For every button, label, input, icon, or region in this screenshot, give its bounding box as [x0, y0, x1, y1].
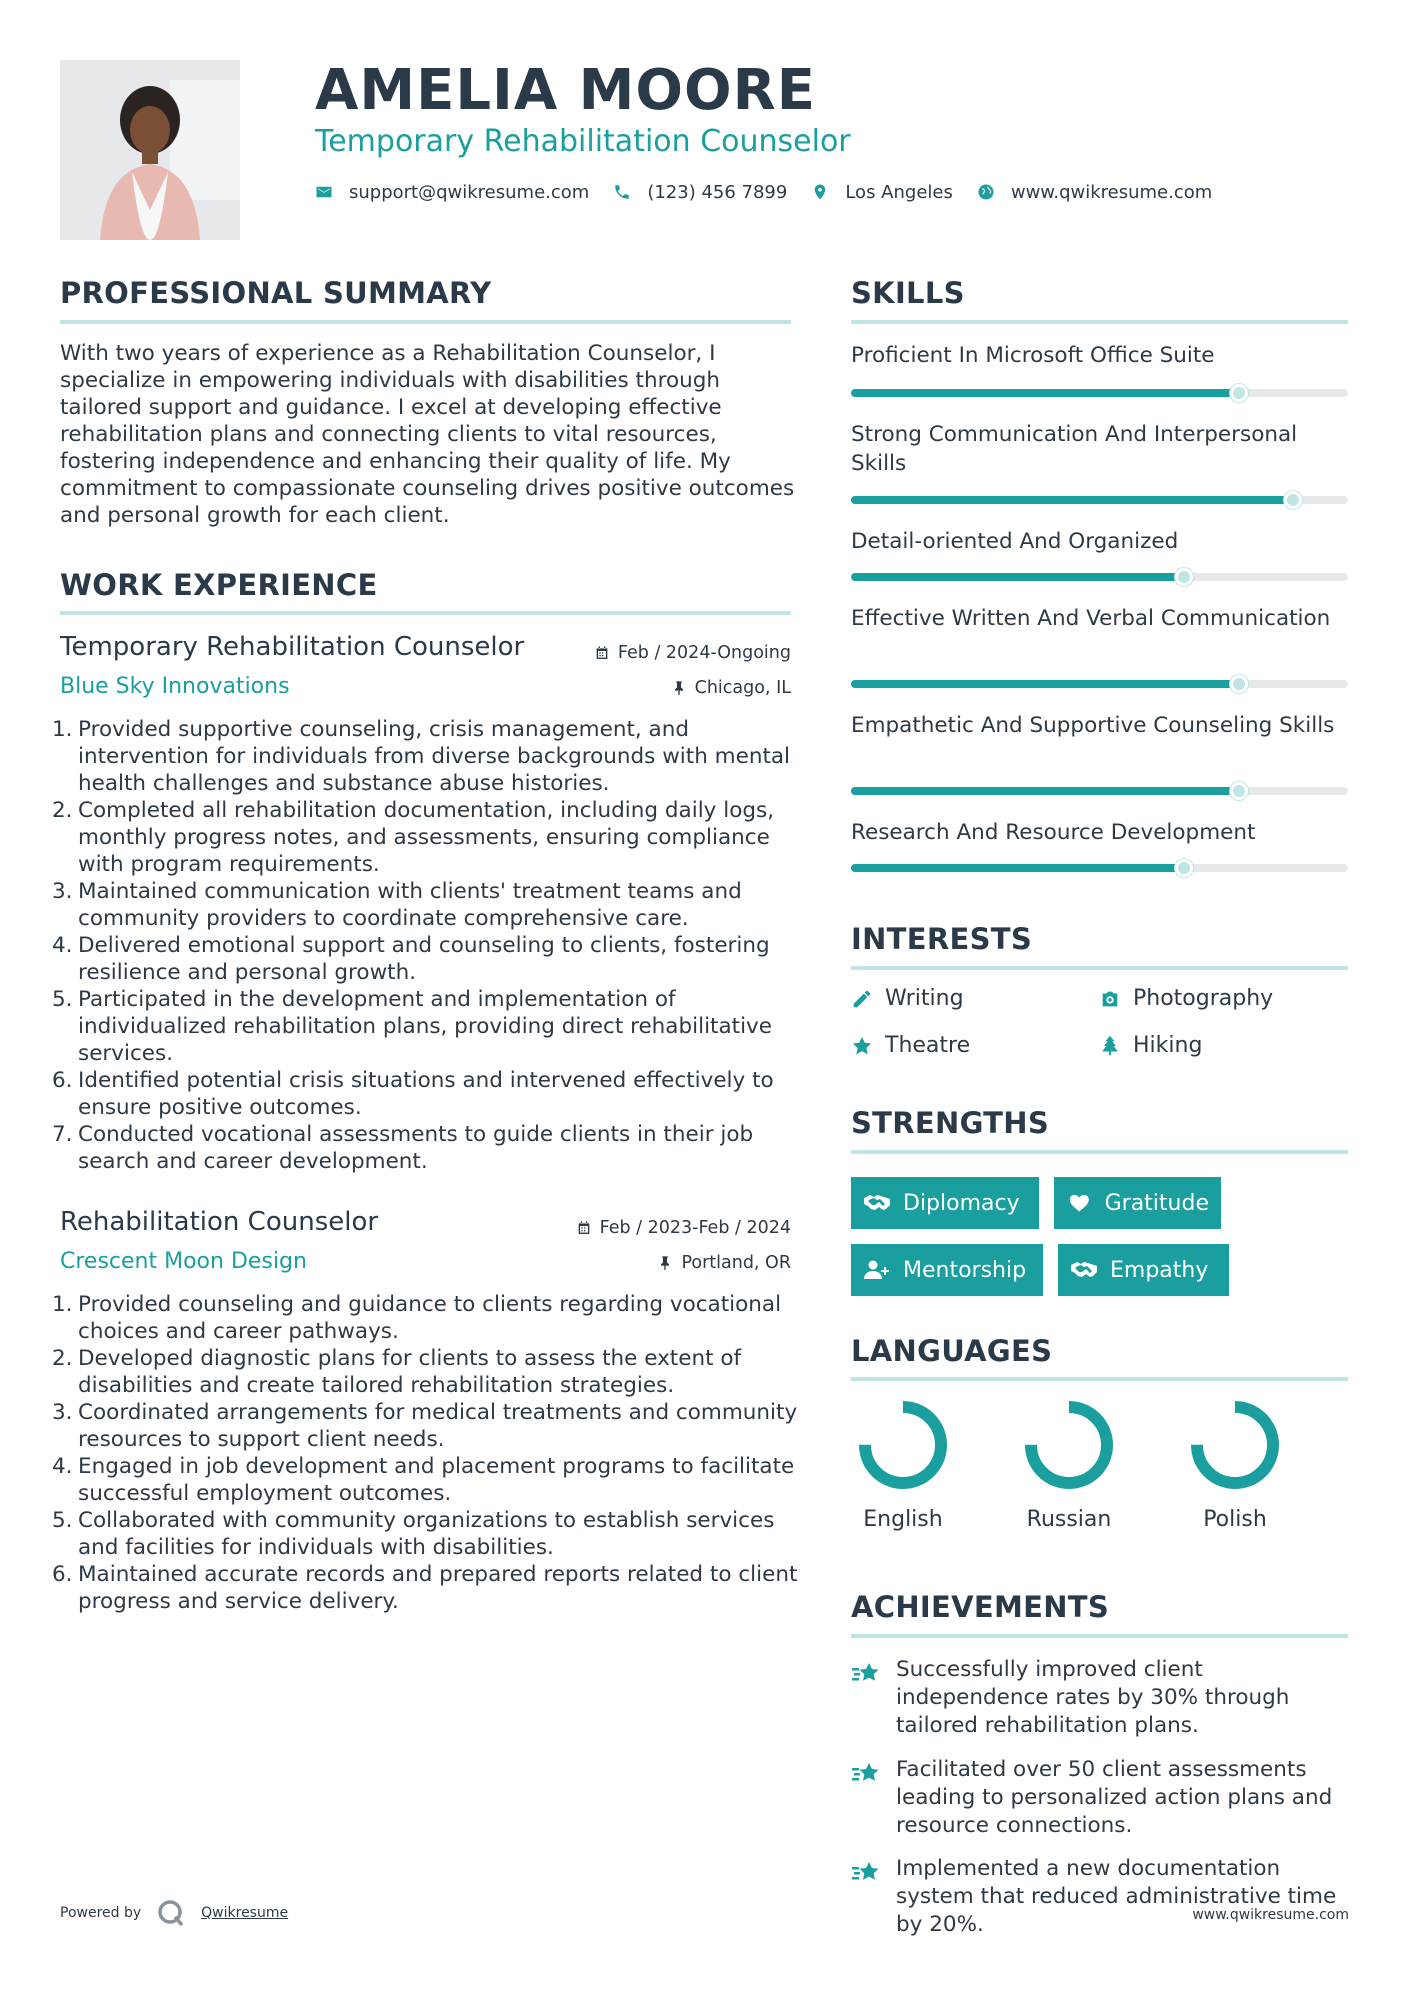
- skill-bar: [851, 573, 1348, 581]
- powered-by-text: Powered by: [60, 1905, 142, 1921]
- job-location: [657, 1253, 791, 1273]
- language-item: [1170, 1395, 1300, 1532]
- phone-text: (123) 456 7899: [647, 181, 788, 203]
- contact-email[interactable]: [315, 182, 589, 203]
- skill-fill: [851, 496, 1293, 504]
- skill-item: [851, 818, 1348, 847]
- skill-label: Detail-oriented And Organized: [851, 529, 1179, 554]
- job-title: Rehabilitation Counselor: [60, 1207, 379, 1237]
- user-plus-icon: [863, 1259, 891, 1281]
- skill-bar: [851, 389, 1348, 397]
- list-item: 2. Completed all rehabilitation documentation, including daily logs, monthly progress notes, and assessments, ensuring compliance with program requirements.: [52, 798, 775, 877]
- achievement-text: Implemented a new documentation system that reduced administrative time by 20%.: [896, 1856, 1337, 1937]
- skill-knob: [1230, 782, 1248, 800]
- language-label: Russian: [1026, 1507, 1112, 1532]
- achievement-item: [851, 1756, 1348, 1840]
- website-text: www.qwikresume.com: [1010, 181, 1213, 203]
- skill-fill: [851, 787, 1239, 795]
- list-item: 1. Provided counseling and guidance to clients regarding vocational choices and career pathways.: [52, 1292, 782, 1344]
- language-label: Polish: [1203, 1507, 1267, 1532]
- strengths-heading: STRENGTHS: [851, 1106, 1050, 1140]
- experience-heading: WORK EXPERIENCE: [60, 568, 378, 602]
- skill-fill: [851, 864, 1184, 872]
- strength-label: Gratitude: [1104, 1190, 1209, 1216]
- strength-chip: [851, 1244, 1043, 1296]
- language-ring: [1019, 1395, 1119, 1495]
- pushpin-icon: [671, 680, 687, 696]
- list-item: 5. Participated in the development and implementation of individualized rehabilitation plans, providing direct rehabilitative services.: [52, 987, 773, 1066]
- heart-icon: [1066, 1192, 1093, 1214]
- languages-divider: [851, 1377, 1348, 1381]
- experience-divider: [60, 611, 791, 615]
- skill-item: [851, 604, 1348, 633]
- job-dates-text: Feb / 2024-Ongoing: [617, 643, 791, 663]
- job-dates: [594, 643, 791, 663]
- skill-knob: [1230, 384, 1248, 402]
- strength-chip: [1054, 1177, 1221, 1229]
- skill-knob: [1230, 675, 1248, 693]
- interests-divider: [851, 966, 1348, 970]
- contact-website[interactable]: [977, 182, 1212, 203]
- list-item: 3. Maintained communication with clients' treatment teams and community providers to coordinate comprehensive care.: [52, 879, 742, 931]
- handshake-icon: [863, 1192, 891, 1214]
- strength-label: Empathy: [1110, 1257, 1209, 1283]
- strength-label: Mentorship: [903, 1257, 1027, 1283]
- interests-heading: INTERESTS: [851, 922, 1033, 956]
- interest-label: Hiking: [1133, 1033, 1203, 1058]
- brand-link[interactable]: Qwikresume: [201, 1905, 289, 1921]
- calendar-icon: [594, 645, 610, 661]
- list-item: 1. Provided supportive counseling, crisis management, and intervention for individuals from diverse backgrounds with mental health challenges and substance abuse histories.: [52, 717, 791, 796]
- summary-heading: PROFESSIONAL SUMMARY: [60, 276, 492, 310]
- job-dates: [576, 1218, 791, 1238]
- skill-label: Proficient In Microsoft Office Suite: [851, 343, 1215, 368]
- skill-bar: [851, 787, 1348, 795]
- job-title: Temporary Rehabilitation Counselor: [60, 632, 525, 662]
- interest-label: Photography: [1133, 986, 1274, 1011]
- skill-label: Effective Written And Verbal Communication: [851, 606, 1331, 631]
- job-company: Crescent Moon Design: [60, 1249, 307, 1274]
- skill-knob: [1175, 859, 1193, 877]
- pushpin-icon: [657, 1255, 673, 1271]
- camera-icon: [1099, 988, 1121, 1010]
- candidate-role: Temporary Rehabilitation Counselor: [315, 124, 851, 159]
- strength-chip: [1058, 1244, 1229, 1296]
- skill-fill: [851, 389, 1239, 397]
- list-item: 4. Engaged in job development and placement programs to facilitate successful employment outcomes.: [52, 1454, 795, 1506]
- award-star-icon: [851, 1859, 883, 1887]
- job-duties-list: [52, 716, 800, 1175]
- skill-item: [851, 420, 1348, 478]
- location-text: Los Angeles: [845, 181, 953, 203]
- skill-label: Empathetic And Supportive Counseling Skills: [851, 713, 1335, 738]
- job-company: Blue Sky Innovations: [60, 674, 290, 699]
- job-dates-text: Feb / 2023-Feb / 2024: [599, 1218, 791, 1238]
- skill-knob: [1284, 491, 1302, 509]
- list-item: 4. Delivered emotional support and counseling to clients, fostering resilience and personal growth.: [52, 933, 770, 985]
- profile-photo: [60, 60, 240, 240]
- interest-item: [1099, 986, 1273, 1011]
- achievement-text: Facilitated over 50 client assessments leading to personalized action plans and resource connections.: [896, 1757, 1333, 1838]
- strength-label: Diplomacy: [903, 1190, 1020, 1216]
- list-item: 7. Conducted vocational assessments to guide clients in their job search and career development.: [52, 1122, 754, 1174]
- language-ring: [1185, 1395, 1285, 1495]
- qwikresume-logo-icon: [155, 1897, 187, 1929]
- summary-text: With two years of experience as a Rehabilitation Counselor, I specialize in empowering individuals with disabilities through tailored support and guidance. I excel at developing effective rehabilitation plans and connecting clients to vital resources, fostering independence and enhancing their quality of life. My commitment to compassionate counseling drives positive outcomes and personal growth for each client.: [60, 341, 795, 528]
- skill-knob: [1175, 568, 1193, 586]
- calendar-icon: [576, 1220, 592, 1236]
- skills-divider: [851, 320, 1348, 324]
- tree-icon: [1099, 1035, 1121, 1057]
- skill-item: [851, 711, 1348, 740]
- list-item: 6. Identified potential crisis situations and intervened effectively to ensure positive outcomes.: [52, 1068, 774, 1120]
- contact-phone[interactable]: [613, 182, 787, 203]
- email-text: support@qwikresume.com: [349, 181, 590, 203]
- handshake-icon: [1070, 1259, 1098, 1281]
- globe-icon: [977, 183, 995, 201]
- interest-label: Theatre: [885, 1033, 971, 1058]
- job-location: [671, 678, 791, 698]
- footer: [60, 1897, 288, 1929]
- star-icon: [851, 1035, 873, 1057]
- contact-bar: [315, 178, 1236, 206]
- skill-item: [851, 527, 1348, 556]
- achievement-text: Successfully improved client independence rates by 30% through tailored rehabilitation plans.: [896, 1657, 1290, 1738]
- envelope-icon: [315, 183, 333, 201]
- award-star-icon: [851, 1660, 883, 1688]
- list-item: 5. Collaborated with community organizations to establish services and facilities for individuals with disabilities.: [52, 1508, 775, 1560]
- skill-bar: [851, 680, 1348, 688]
- skill-bar: [851, 496, 1348, 504]
- skill-label: Research And Resource Development: [851, 820, 1256, 845]
- skill-item: [851, 341, 1348, 370]
- achievement-item: [851, 1855, 1348, 1939]
- interest-item: [851, 1033, 970, 1058]
- job-location-text: Portland, OR: [681, 1253, 791, 1273]
- interest-item: [1099, 1033, 1202, 1058]
- skill-bar: [851, 864, 1348, 872]
- summary-divider: [60, 320, 791, 324]
- list-item: 2. Developed diagnostic plans for clients to assess the extent of disabilities and create tailored rehabilitation strategies.: [52, 1346, 742, 1398]
- achievement-item: [851, 1656, 1348, 1740]
- interest-item: [851, 986, 964, 1011]
- language-ring: [853, 1395, 953, 1495]
- achievements-divider: [851, 1634, 1348, 1638]
- skill-fill: [851, 573, 1184, 581]
- list-item: 6. Maintained accurate records and prepared reports related to client progress and service delivery.: [52, 1562, 798, 1614]
- job-duties-list: [52, 1291, 800, 1615]
- language-item: [1004, 1395, 1134, 1532]
- phone-icon: [613, 183, 631, 201]
- award-star-icon: [851, 1760, 883, 1788]
- skills-heading: SKILLS: [851, 276, 965, 310]
- skill-label: Strong Communication And Interpersonal Skills: [851, 422, 1298, 476]
- pencil-icon: [851, 988, 873, 1010]
- map-pin-icon: [811, 183, 829, 201]
- interest-label: Writing: [885, 986, 964, 1011]
- list-item: 3. Coordinated arrangements for medical treatments and community resources to support client needs.: [52, 1400, 798, 1452]
- job-location-text: Chicago, IL: [694, 678, 791, 698]
- strengths-divider: [851, 1150, 1348, 1154]
- languages-heading: LANGUAGES: [851, 1334, 1053, 1368]
- contact-location: [811, 182, 953, 203]
- skill-fill: [851, 680, 1239, 688]
- footer-website[interactable]: www.qwikresume.com: [1192, 1907, 1349, 1923]
- strength-chip: [851, 1177, 1039, 1229]
- candidate-name: AMELIA MOORE: [315, 58, 816, 123]
- achievements-heading: ACHIEVEMENTS: [851, 1590, 1110, 1624]
- language-item: [838, 1395, 968, 1532]
- language-label: English: [863, 1507, 943, 1532]
